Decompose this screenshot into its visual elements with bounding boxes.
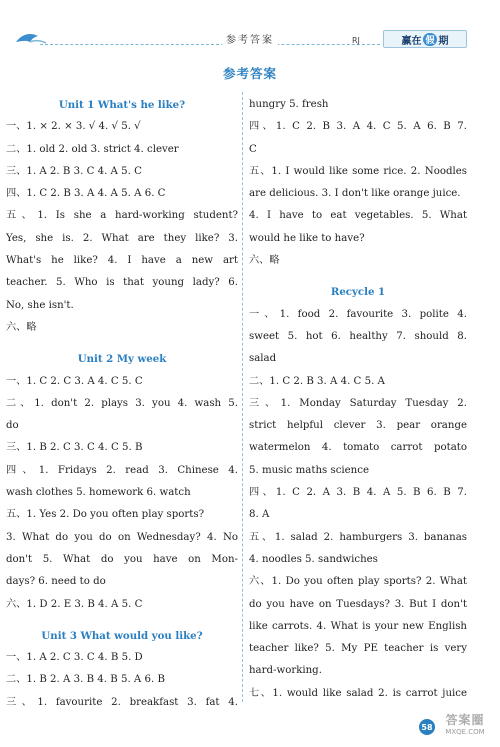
answer-line: salad xyxy=(249,353,277,365)
answer-line: 一、1. food 2. favourite 3. polite 4. xyxy=(249,308,467,320)
brand-text-b: 假 xyxy=(423,33,436,46)
answer-line: watermelon 4. tomato carrot potato xyxy=(249,442,467,454)
answer-line: 3. What do you do on Wednesday? 4. No xyxy=(6,531,238,543)
section-gap xyxy=(249,272,467,281)
answer-line: 四、1. C 2. B 3. A 4. C 5. A 6. B 7. xyxy=(249,121,467,133)
answer-line: don't 5. What do you have on Mon- xyxy=(6,553,238,565)
answer-line: teacher like? 5. My PE teacher is very xyxy=(249,643,467,655)
answer-line: 四、1. C 2. A 3. B 4. A 5. B 6. B 7. xyxy=(249,487,467,499)
answer-line: 五、1. Is she a hard-working student? xyxy=(6,210,238,222)
answer-line: C xyxy=(249,143,257,155)
answer-line: 四、1. C 2. B 3. A 4. A 5. A 6. C xyxy=(6,188,166,200)
answer-line: 一、1. × 2. × 3. √ 4. √ 5. √ xyxy=(6,121,141,133)
answer-line: do you have on Tuesdays? 3. But I don't xyxy=(249,598,467,610)
section-heading: Unit 2 My week xyxy=(77,353,167,366)
answer-line: 4. noodles 5. sandwiches xyxy=(249,553,378,565)
page-title: 参考答案 xyxy=(222,66,277,81)
answer-line: 二、1. don't 2. plays 3. you 4. wash 5. xyxy=(6,397,238,409)
answer-line: 五、1. salad 2. hamburgers 3. bananas xyxy=(249,531,467,543)
section-gap xyxy=(6,339,238,348)
answer-line: 六、1. D 2. E 3. B 4. A 5. C xyxy=(6,598,143,610)
section-heading: Unit 3 What would you like? xyxy=(41,629,203,642)
header-title: 参考答案 xyxy=(0,31,500,46)
answer-line: do xyxy=(6,420,19,432)
answer-line: 5. music maths science xyxy=(249,464,369,476)
answer-line: 六、略 xyxy=(6,321,37,333)
answer-line: teacher. 5. Who is that young lady? 6. xyxy=(6,277,238,289)
answer-line: sweet 5. hot 6. healthy 7. should 8. xyxy=(249,330,467,342)
watermark xyxy=(436,714,494,744)
answer-line: hard-working. xyxy=(249,665,322,677)
answer-line: 四、1. Fridays 2. read 3. Chinese 4. xyxy=(6,464,238,476)
brand-text-a: 赢在 xyxy=(401,35,422,47)
answer-line: No, she isn't. xyxy=(6,299,74,311)
page-header xyxy=(0,28,500,50)
answer-line: 三、1. favourite 2. breakfast 3. fat 4. xyxy=(6,696,238,708)
answer-line: days? 6. need to do xyxy=(6,576,106,588)
answer-line: 七、1. would like salad 2. is carrot juice xyxy=(249,687,467,699)
section-heading: Recycle 1 xyxy=(330,286,386,299)
answer-line: strict helpful clever 3. pear orange xyxy=(249,420,467,432)
column-divider xyxy=(242,92,243,702)
left-column xyxy=(6,94,238,714)
answer-line: would he like to have? xyxy=(249,232,365,244)
answer-line: 8. A xyxy=(249,509,270,521)
answer-line: Yes, she is. 2. What are they like? 3. xyxy=(6,232,238,244)
section-heading: Unit 1 What's he like? xyxy=(58,99,186,111)
answer-line: 二、1. C 2. B 3. A 4. C 5. A xyxy=(249,375,385,387)
answer-line: 三、1. B 2. C 3. C 4. C 5. B xyxy=(6,442,143,454)
answer-line: 三、1. Monday Saturday Tuesday 2. xyxy=(249,397,467,409)
answer-line: 三、1. A 2. B 3. C 4. A 5. C xyxy=(6,165,142,177)
answer-line: hungry 5. fresh xyxy=(249,99,329,110)
answer-line: 4. I have to eat vegetables. 5. What xyxy=(249,210,467,222)
answer-line: like carrots. 4. What is your new English xyxy=(249,620,467,632)
section-gap xyxy=(6,616,238,625)
answer-line: are delicious. 3. I don't like orange juice. xyxy=(249,188,461,200)
answer-line: 六、1. Do you often play sports? 2. What xyxy=(249,576,467,588)
answer-line: 二、1. B 2. A 3. B 4. B 5. A 6. B xyxy=(6,674,165,686)
answer-line: 一、1. A 2. C 3. C 4. B 5. D xyxy=(6,652,143,664)
right-column xyxy=(249,94,467,705)
answer-line: 一、1. C 2. C 3. A 4. C 5. C xyxy=(6,375,143,387)
answer-line: 二、1. old 2. old 3. strict 4. clever xyxy=(6,143,179,155)
brand-badge xyxy=(383,30,467,48)
answer-line: 五、1. I would like some rice. 2. Noodles xyxy=(249,165,467,177)
edition-label: RJ xyxy=(352,36,360,45)
brand-text-c: 期 xyxy=(438,35,449,47)
answer-line: What's he like? 4. I have a new art xyxy=(6,255,238,267)
watermark-line2: MXQE.COM xyxy=(445,728,485,736)
page-number: 58 xyxy=(419,719,435,735)
answer-line: 六、略 xyxy=(249,255,280,267)
answer-line: 五、1. Yes 2. Do you often play sports? xyxy=(6,509,205,521)
watermark-line1: 答案圈 xyxy=(445,713,485,727)
answer-line: wash clothes 5. homework 6. watch xyxy=(6,487,191,499)
